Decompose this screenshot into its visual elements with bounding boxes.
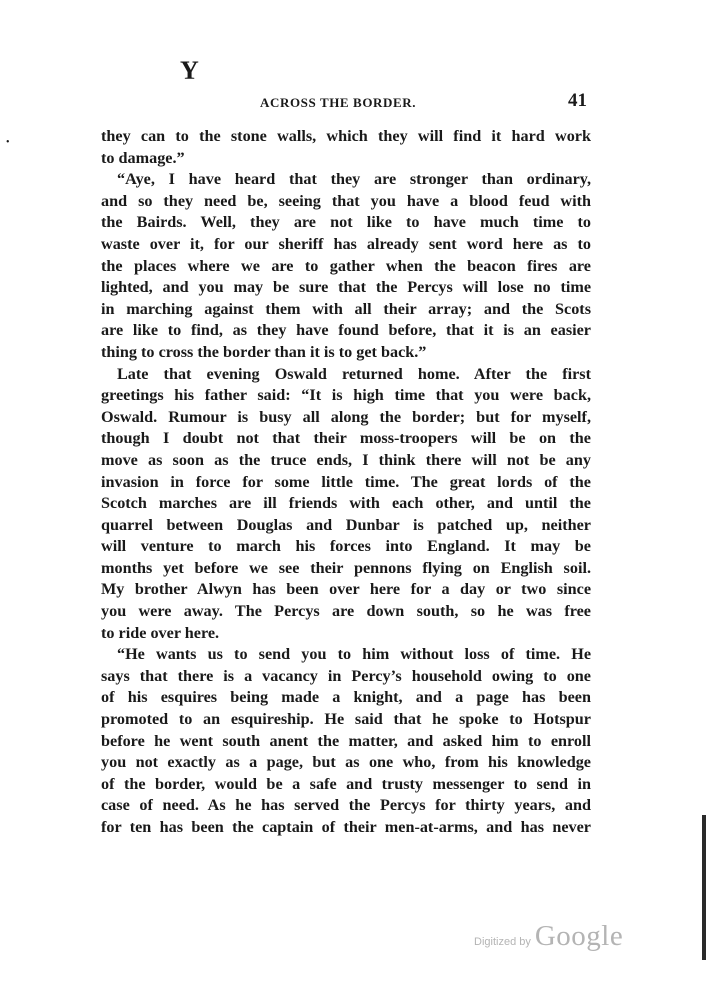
page-edge-rule [702,815,706,960]
text-line: thing to cross the border than it is to get back.” [101,342,427,361]
text-line: you were away. The Percys are down south, so he was free [101,602,591,621]
watermark-prefix: Digitized by [474,936,531,948]
text-line: in marching against them with all their array; and the Scots [101,299,591,318]
running-title: ACROSS THE BORDER. [260,95,417,110]
google-wordmark: Google [534,920,624,952]
text-line: the places where we are to gather when the beacon fires are [101,256,591,275]
text-line: months yet before we see their pennons flying on English soil. [101,558,591,577]
text-line: you not exactly as a page, but as one who, from his knowledge [101,753,591,772]
text-line: they can to the stone walls, which they will find it hard work [101,127,591,145]
text-line: invasion in force for some little time. The great lords of the [101,472,591,491]
text-line: Late that evening Oswald returned home. After the first [117,364,591,383]
text-line: are like to find, as they have found before, that it is an easier [101,321,591,340]
text-line: move as soon as the truce ends, I think there will not be any [101,450,591,469]
text-line: Oswald. Rumour is busy all along the border; but for myself, [101,407,591,426]
text-line: promoted to an esquireship. He said that he spoke to Hotspur [101,710,591,729]
text-line: lighted, and you may be sure that the Percys will lose no time [101,278,591,297]
text-line: for ten has been the captain of their men-at-arms, and has never [101,818,591,836]
text-line: “Aye, I have heard that they are stronger than ordinary, [117,170,591,189]
text-line: to damage.” [101,148,185,167]
digitized-watermark [474,920,623,953]
body-text [101,126,591,839]
text-line: greetings his father said: “It is high time that you were back, [101,386,591,405]
text-line: says that there is a vacancy in Percy’s household owing to one [101,666,591,685]
text-line: of his esquires being made a knight, and a page has been [101,688,591,707]
text-line: waste over it, for our sheriff has already sent word here as to [101,234,591,253]
text-line: “He wants us to send you to him without loss of time. He [117,645,591,664]
text-line: of the border, would be a safe and trusty messenger to send in [101,774,591,793]
text-line: before he went south anent the matter, and asked him to enroll [101,731,591,750]
printer-mark: Υ [180,56,199,85]
text-line: will venture to march his forces into England. It may be [101,537,591,556]
text-line: case of need. As he has served the Percys for thirty years, and [101,796,591,815]
text-line: My brother Alwyn has been over here for a day or two since [101,580,591,599]
text-line: quarrel between Douglas and Dunbar is patched up, neither [101,515,591,534]
text-line: to ride over here. [101,623,220,642]
page-number: 41 [568,90,587,111]
margin-dot: • [6,137,10,148]
text-line: and so they need be, seeing that you have a blood feud with [101,191,591,210]
text-line: though I doubt not that their moss-troopers will be on the [101,429,591,448]
text-line: the Bairds. Well, they are not like to have much time to [101,213,591,232]
text-line: Scotch marches are ill friends with each other, and until the [101,494,591,513]
